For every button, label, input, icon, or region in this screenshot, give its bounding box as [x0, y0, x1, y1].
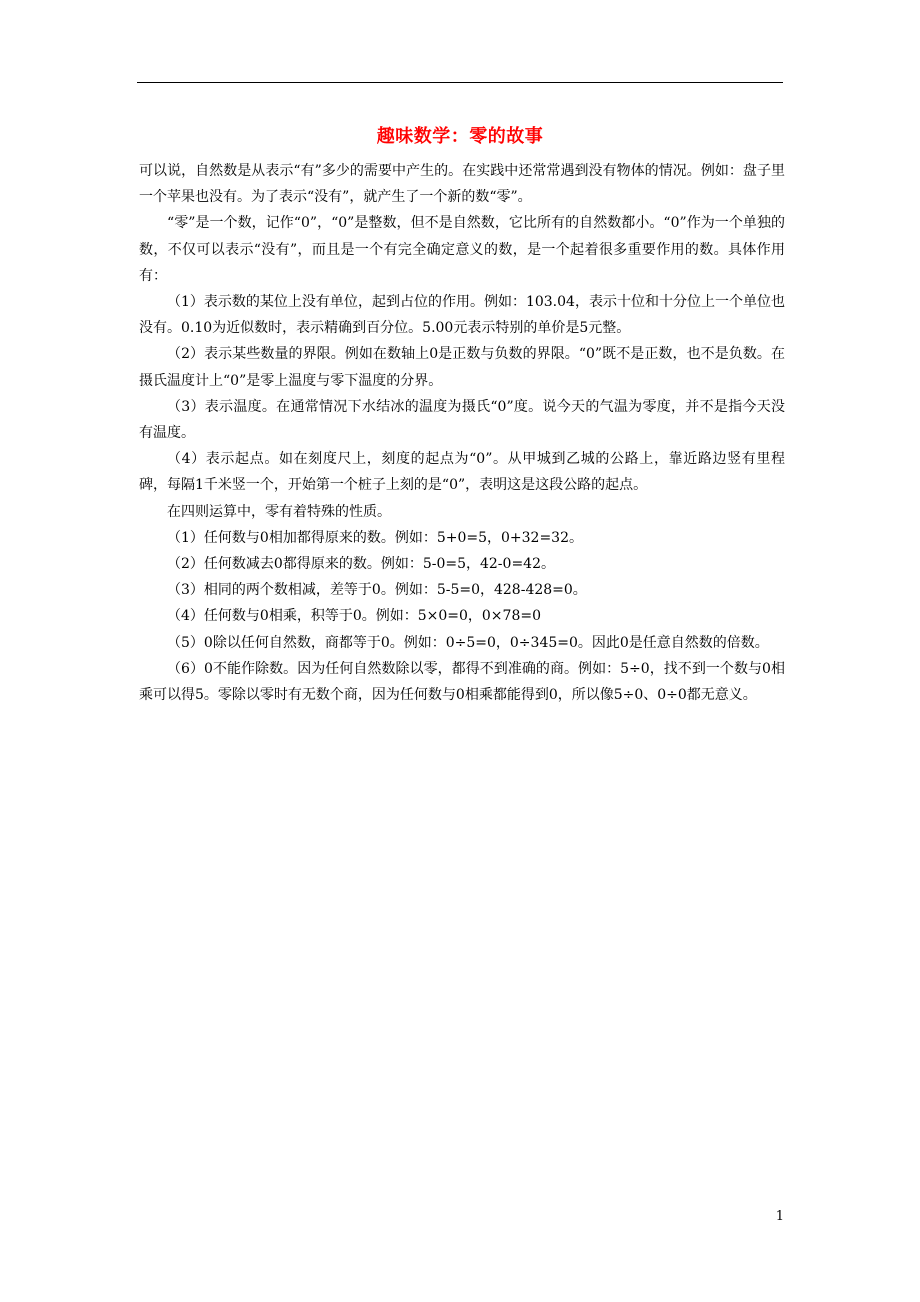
paragraph-property-2: （2）任何数减去0都得原来的数。例如：5-0=5，42-0=42。 — [167, 556, 555, 573]
page-title: 趣味数学：零的故事 — [376, 126, 544, 147]
paragraph-property-3: （3）相同的两个数相减，差等于0。例如：5-5=0，428-428=0。 — [167, 582, 587, 599]
document-body — [139, 158, 785, 708]
paragraph-intro: 可以说，自然数是从表示“有”多少的需要中产生的。在实践中还常常遇到没有物体的情况。例如：盘子里一个苹果也没有。为了表示“没有”，就产生了一个新的数“零”。 — [139, 163, 785, 206]
paragraph-zero-definition: “零”是一个数，记作“0”，“0”是整数，但不是自然数，它比所有的自然数都小。“0”作为一个单独的数，不仅可以表示“没有”，而且是一个有完全确定意义的数，是一个起着很多重要作用的数。具体作用有： — [139, 215, 785, 284]
paragraph-role-1: （1）表示数的某位上没有单位，起到占位的作用。例如：103.04，表示十位和十分位上一个单位也没有。0.10为近似数时，表示精确到百分位。5.00元表示特别的单价是5元整。 — [139, 294, 785, 337]
paragraph-property-6: （6）0不能作除数。因为任何自然数除以零，都得不到准确的商。例如：5÷0，找不到一个数与0相乘可以得5。零除以零时有无数个商，因为任何数与0相乘都能得到0，所以像5÷0、0÷0都无意义。 — [139, 660, 785, 704]
paragraph-property-4: （4）任何数与0相乘，积等于0。例如：5×0=0，0×78=0 — [167, 608, 541, 625]
page-number: 1 — [775, 1209, 784, 1224]
paragraph-property-5: （5）0除以任何自然数，商都等于0。例如：0÷5=0，0÷345=0。因此0是任意自然数的倍数。 — [167, 634, 769, 651]
paragraph-role-4: （4）表示起点。如在刻度尺上，刻度的起点为“0”。从甲城到乙城的公路上，靠近路边竖有里程碑，每隔1千米竖一个，开始第一个桩子上刻的是“0”，表明这是这段公路的起点。 — [139, 451, 785, 494]
paragraph-role-3: （3）表示温度。在通常情况下水结冰的温度为摄氏“0”度。说今天的气温为零度，并不是指今天没有温度。 — [139, 398, 785, 442]
paragraph-role-2: （2）表示某些数量的界限。例如在数轴上0是正数与负数的界限。“0”既不是正数，也不是负数。在摄氏温度计上“0”是零上温度与零下温度的分界。 — [139, 346, 785, 389]
header-rule — [137, 82, 783, 83]
paragraph-arithmetic-intro: 在四则运算中，零有着特殊的性质。 — [167, 503, 391, 520]
paragraph-property-1: （1）任何数与0相加都得原来的数。例如：5+0=5，0+32=32。 — [167, 529, 583, 546]
